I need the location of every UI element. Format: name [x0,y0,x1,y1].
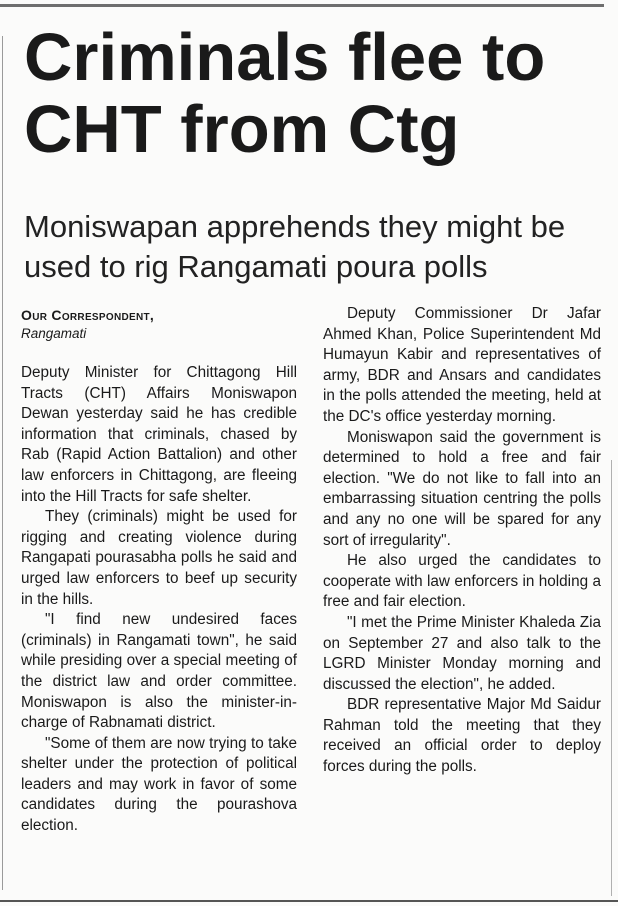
paragraph: BDR representative Major Md Saidur Rahman told the meeting that they received an official order to deploy forces during the polls. [323,696,601,776]
bottom-rule [0,900,618,902]
subheadline: Moniswapan apprehends they might be used to rig Rangamati poura polls [24,209,566,284]
dateline: Rangamati [21,326,87,341]
top-rule [0,4,604,7]
paragraph: "I find new undesired faces (criminals) in Rangamati town", he said while presiding over a special meeting of the district law and order committee. Moniswapon is also the minister-in-charge of Rabnamati district. [21,611,297,732]
paragraph: Deputy Commissioner Dr Jafar Ahmed Khan, Police Superintendent Md Humayun Kabir and representatives of army, BDR and Ansars and candidates in the polls attended the meeting, held at the DC's office yesterday morning. [323,305,601,425]
left-column [21,306,297,837]
right-column [323,304,601,778]
paragraph: Moniswapon said the government is determined to hold a free and fair election. "We do not like to fall into an embarrassing situation centring the polls and any no one will be spared for any sort of irregularity". [323,428,601,549]
left-rule [2,36,3,890]
paragraph: He also urged the candidates to cooperate with law enforcers in holding a free and fair election. [323,552,601,611]
paragraph: Deputy Minister for Chittagong Hill Tracts (CHT) Affairs Moniswapon Dewan yesterday said he has credible information that criminals, chased by Rab (Rapid Action Battalion) and other law enforcers in Chittagong, are fleeing into the Hill Tracts for safe shelter. [21,364,297,505]
paragraph: "I met the Prime Minister Khaleda Zia on September 27 and also talk to the LGRD Minister Monday morning and discussed the election", he added. [323,613,601,693]
paragraph: They (criminals) might be used for rigging and creating violence during Rangapati pourasabha polls he said and urged law enforcers to beef up security in the hills. [21,508,297,608]
byline: Our Correspondent, [21,307,155,323]
paragraph: "Some of them are now trying to take shelter under the protection of political leaders and may work in favor of some candidates during the pourashova election. [21,734,297,835]
right-rule [611,460,612,896]
headline: Criminals flee to CHT from Ctg [24,20,546,167]
